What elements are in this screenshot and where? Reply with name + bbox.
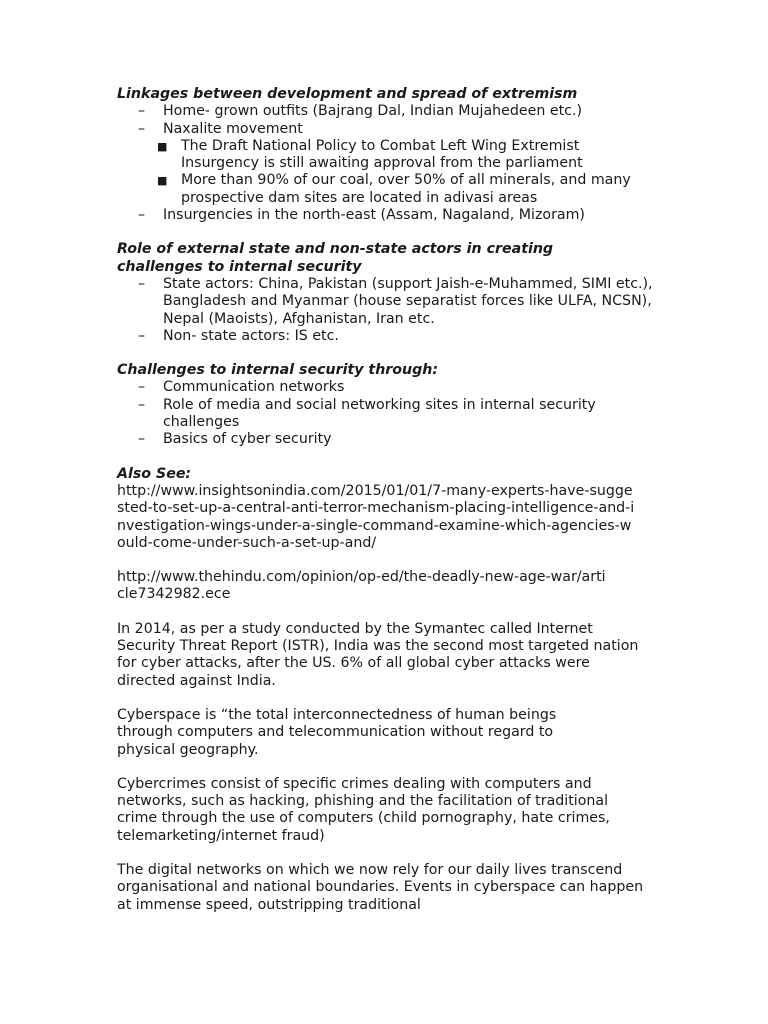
section-development-extremism — [117, 86, 757, 224]
sub-list-item-text: More than 90% of our coal, over 50% of all minerals, and many prospective dam sites are located in adivasi areas — [181, 172, 631, 206]
square-bullet-icon: ■ — [157, 139, 168, 153]
list-item-text: Role of media and social networking sites in internal security challenges — [163, 396, 596, 431]
list-item — [117, 103, 757, 120]
list-item-text: Non- state actors: IS etc. — [163, 327, 339, 344]
also-see-heading: Also See: — [117, 465, 192, 482]
section-challenges — [117, 362, 757, 448]
section-heading: Role of external state and non-state actors in creating challenges to internal security — [117, 241, 554, 275]
dash-marker: – — [138, 120, 146, 137]
list-item — [117, 121, 757, 138]
list-item — [117, 276, 757, 328]
reference-link[interactable]: http://www.thehindu.com/opinion/op-ed/the-deadly-new-age-war/article7342982.ece — [117, 569, 606, 603]
document-content — [117, 86, 757, 931]
list-item — [117, 379, 757, 396]
section-also-see — [117, 466, 757, 552]
section-external-actors — [117, 241, 757, 345]
dash-marker: – — [138, 327, 146, 344]
list-item — [117, 397, 757, 432]
paragraph: Cyberspace is “the total interconnectedness of human beings through computers and telecommunication without regard to physical geography. — [117, 706, 557, 758]
sub-list-item-text: The Draft National Policy to Combat Left Wing Extremist Insurgency is still awaiting approval from the parliament — [181, 137, 583, 172]
paragraph: The digital networks on which we now rely for our daily lives transcend organisational and national boundaries. Events in cyberspace can happen at immense speed, outstripping traditional — [117, 861, 644, 913]
paragraph: In 2014, as per a study conducted by the Symantec called Internet Security Threat Report (ISTR), India was the second most targeted nation for cyber attacks, after the US. 6% of all global cyber attacks were directed against India. — [117, 620, 639, 689]
square-bullet-icon: ■ — [157, 174, 168, 188]
reference-link[interactable]: http://www.insightsonindia.com/2015/01/01/7-many-experts-have-suggested-to-set-up-a-central-anti-terror-mechanism-placing-intelligence-and-investigation-wings-under-a-single-command-examine-which-agencies-would-come-under-such-a-set-up-and/ — [117, 482, 635, 551]
sub-list-item — [117, 138, 757, 173]
list-item-text: Naxalite movement — [163, 120, 303, 137]
list-item-text: Home- grown outfits (Bajrang Dal, Indian Mujahedeen etc.) — [163, 103, 583, 120]
list-item-text: Basics of cyber security — [163, 431, 332, 448]
paragraph: Cybercrimes consist of specific crimes dealing with computers and networks, such as hacking, phishing and the facilitation of traditional crime through the use of computers (child pornography, hate crimes, telemarketing/internet fraud) — [117, 775, 610, 844]
section-heading: Challenges to internal security through: — [117, 362, 439, 379]
dash-marker: – — [138, 275, 146, 292]
sub-list-item — [117, 172, 757, 207]
dash-marker: – — [138, 431, 146, 448]
list-item-text: Communication networks — [163, 379, 345, 396]
section-heading: Linkages between development and spread of extremism — [117, 86, 578, 102]
dash-marker: – — [138, 207, 146, 224]
dash-marker: – — [138, 396, 146, 413]
list-item — [117, 431, 757, 448]
list-item — [117, 207, 757, 224]
dash-marker: – — [138, 379, 146, 396]
dash-marker: – — [138, 103, 146, 120]
list-item-text: Insurgencies in the north-east (Assam, Nagaland, Mizoram) — [163, 207, 585, 224]
list-item — [117, 328, 757, 345]
list-item-text: State actors: China, Pakistan (support Jaish-e-Muhammed, SIMI etc.), Bangladesh and Myanmar (house separatist forces like ULFA, NCSN), Nepal (Maoists), Afghanistan, Iran etc. — [163, 275, 653, 327]
